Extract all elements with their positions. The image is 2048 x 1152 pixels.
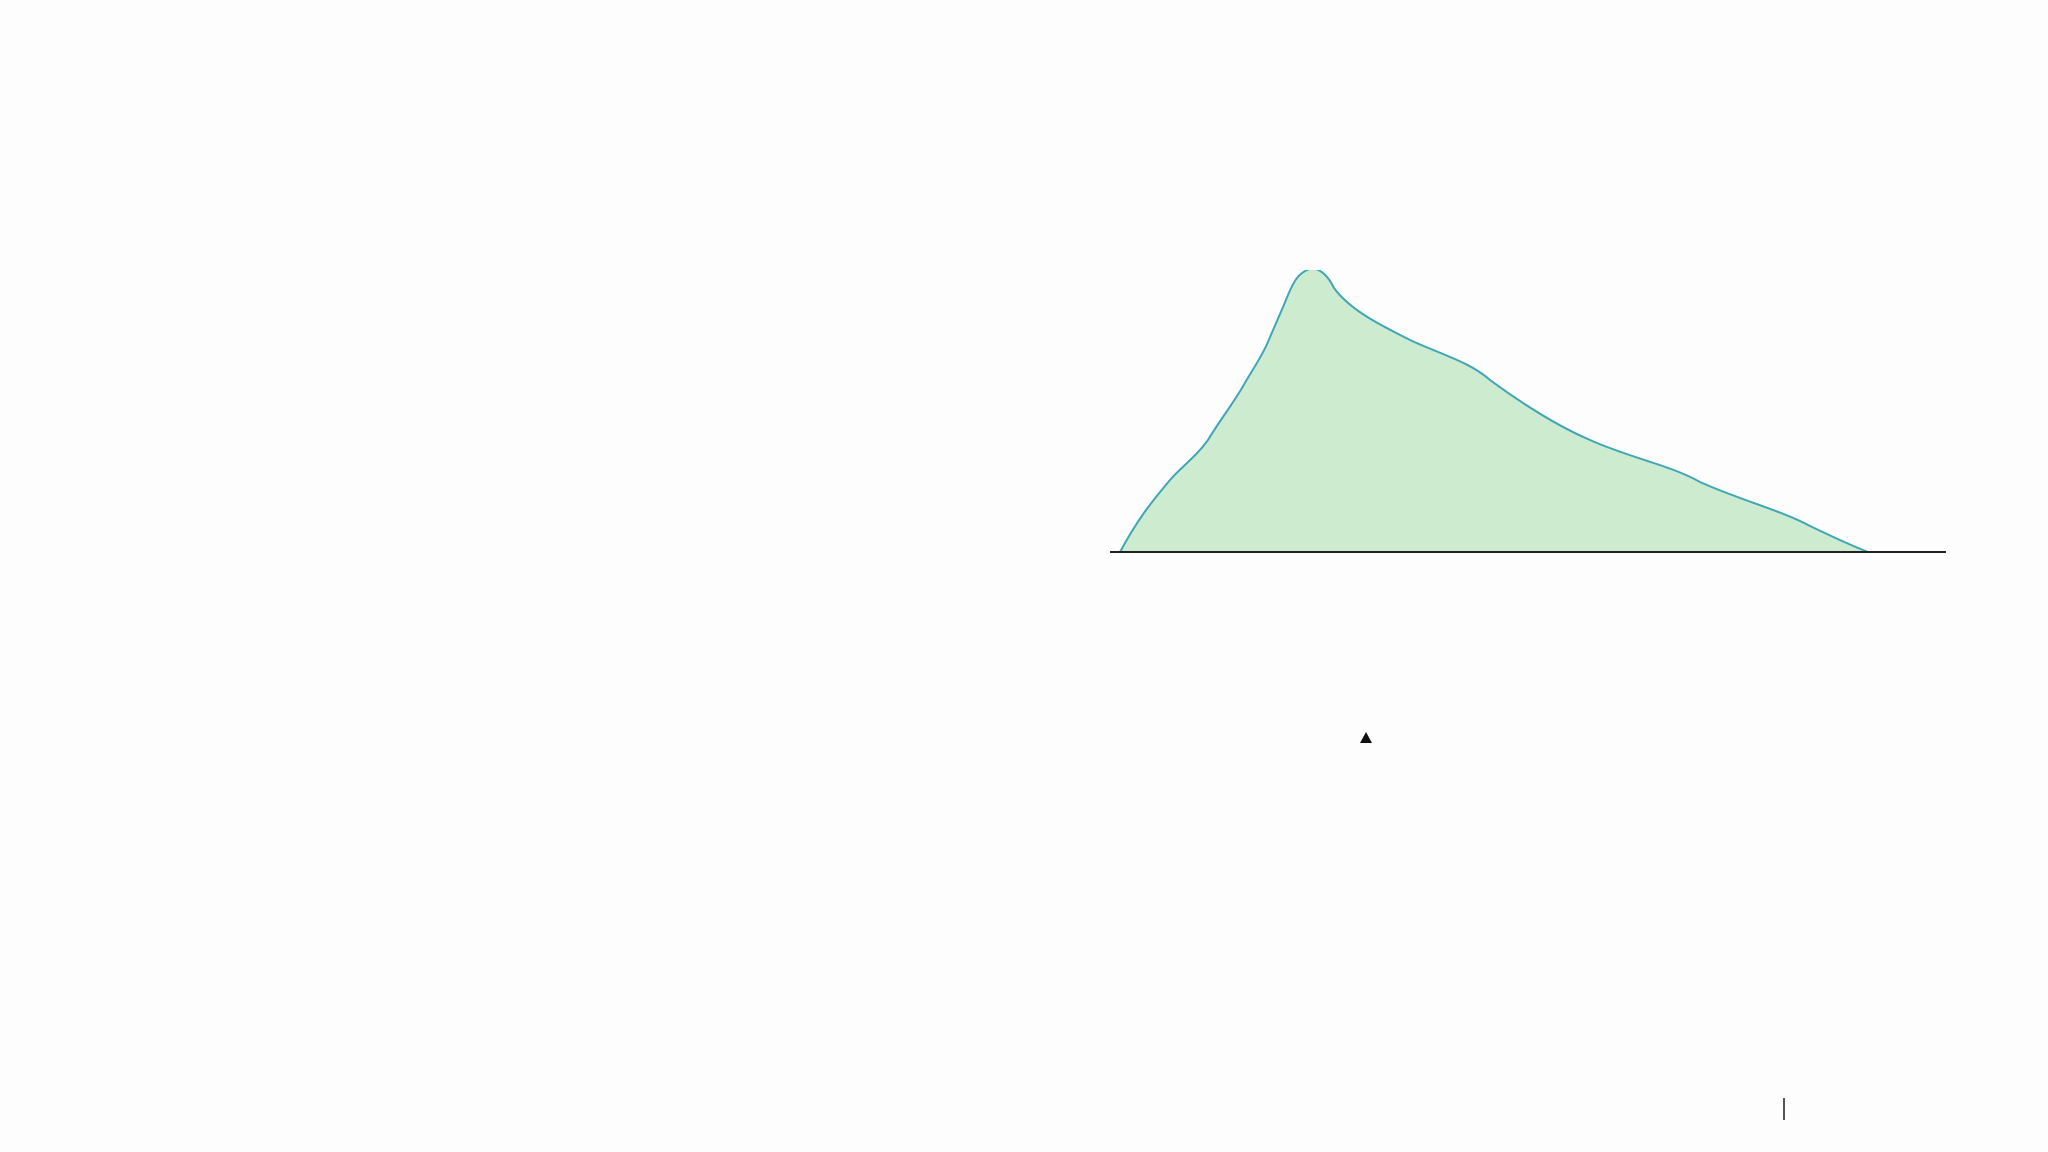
contour-diagram — [1090, 270, 1970, 910]
footer-divider — [1783, 1098, 1785, 1120]
side-view-terrain — [1120, 270, 1868, 552]
peak-triangle-icon — [1360, 732, 1372, 743]
